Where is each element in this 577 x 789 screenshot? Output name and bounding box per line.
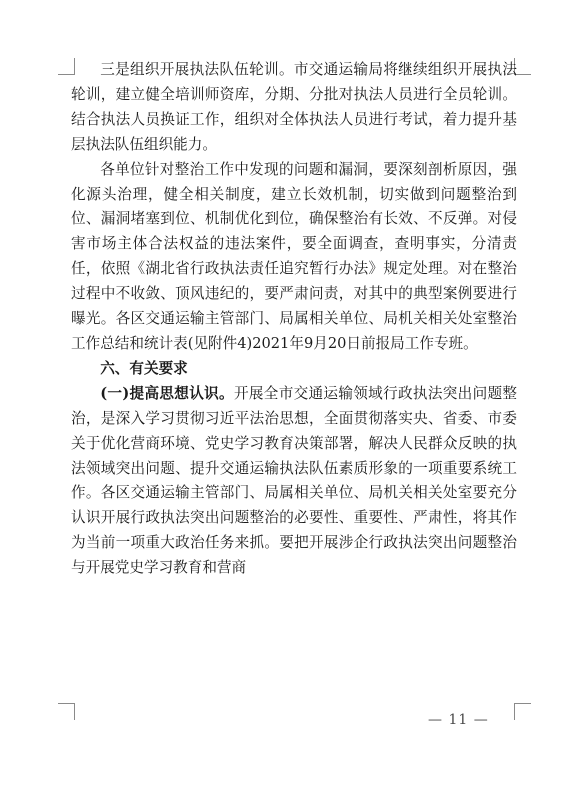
paragraph-training: 三是组织开展执法队伍轮训。市交通运输局将继续组织开展执法轮训，建立健全培训师资库，分期、分批对执法人员进行全员轮训。结合执法人员换证工作，组织对全体执法人员进行考试，着力提升基层执法队伍组织能力。 <box>71 61 517 153</box>
page-number: — 11 — <box>428 712 489 728</box>
section-heading: 六、有关要求 <box>100 359 188 377</box>
crop-mark-bottom-right <box>514 703 531 720</box>
paragraph-rectification: 各单位针对整治工作中发现的问题和漏洞，要深刻剖析原因，强化源头治理，健全相关制度，建立长效机制，切实做到问题整治到位、漏洞堵塞到位、机制优化到位，确保整治有长效、不反弹。对侵害市场主体合法权益的违法案件，要全面调查，查明事实，分清责任，依照《湖北省行政执法责任追究暂行办法》规定处理。对在整治过程中不收敛、顶风违纪的，要严肃问责，对其中的典型案例要进行曝光。各区交通运输主管部门、局属相关单位、局机关相关处室整治工作总结和统计表(见附件4)2021年9月20日前报局工作专班。 <box>71 160 517 352</box>
subsection-lead: (一)提高思想认识。 <box>100 384 234 402</box>
crop-mark-bottom-left <box>58 703 75 720</box>
paragraph-requirements <box>71 382 517 581</box>
document-body <box>71 58 517 581</box>
paragraph-requirements-text: 开展全市交通运输领域行政执法突出问题整治，是深入学习贯彻习近平法治思想，全面贯彻落实央、省委、市委关于优化营商环境、党史学习教育决策部署，解决人民群众反映的执法领域突出问题、提升交通运输执法队伍素质形象的一项重要系统工作。各区交通运输主管部门、局属相关单位、局机关相关处室要充分认识开展行政执法突出问题整治的必要性、重要性、严肃性，将其作为当前一项重大政治任务来抓。要把开展涉企行政执法突出问题整治与开展党史学习教育和营商 <box>71 384 517 577</box>
